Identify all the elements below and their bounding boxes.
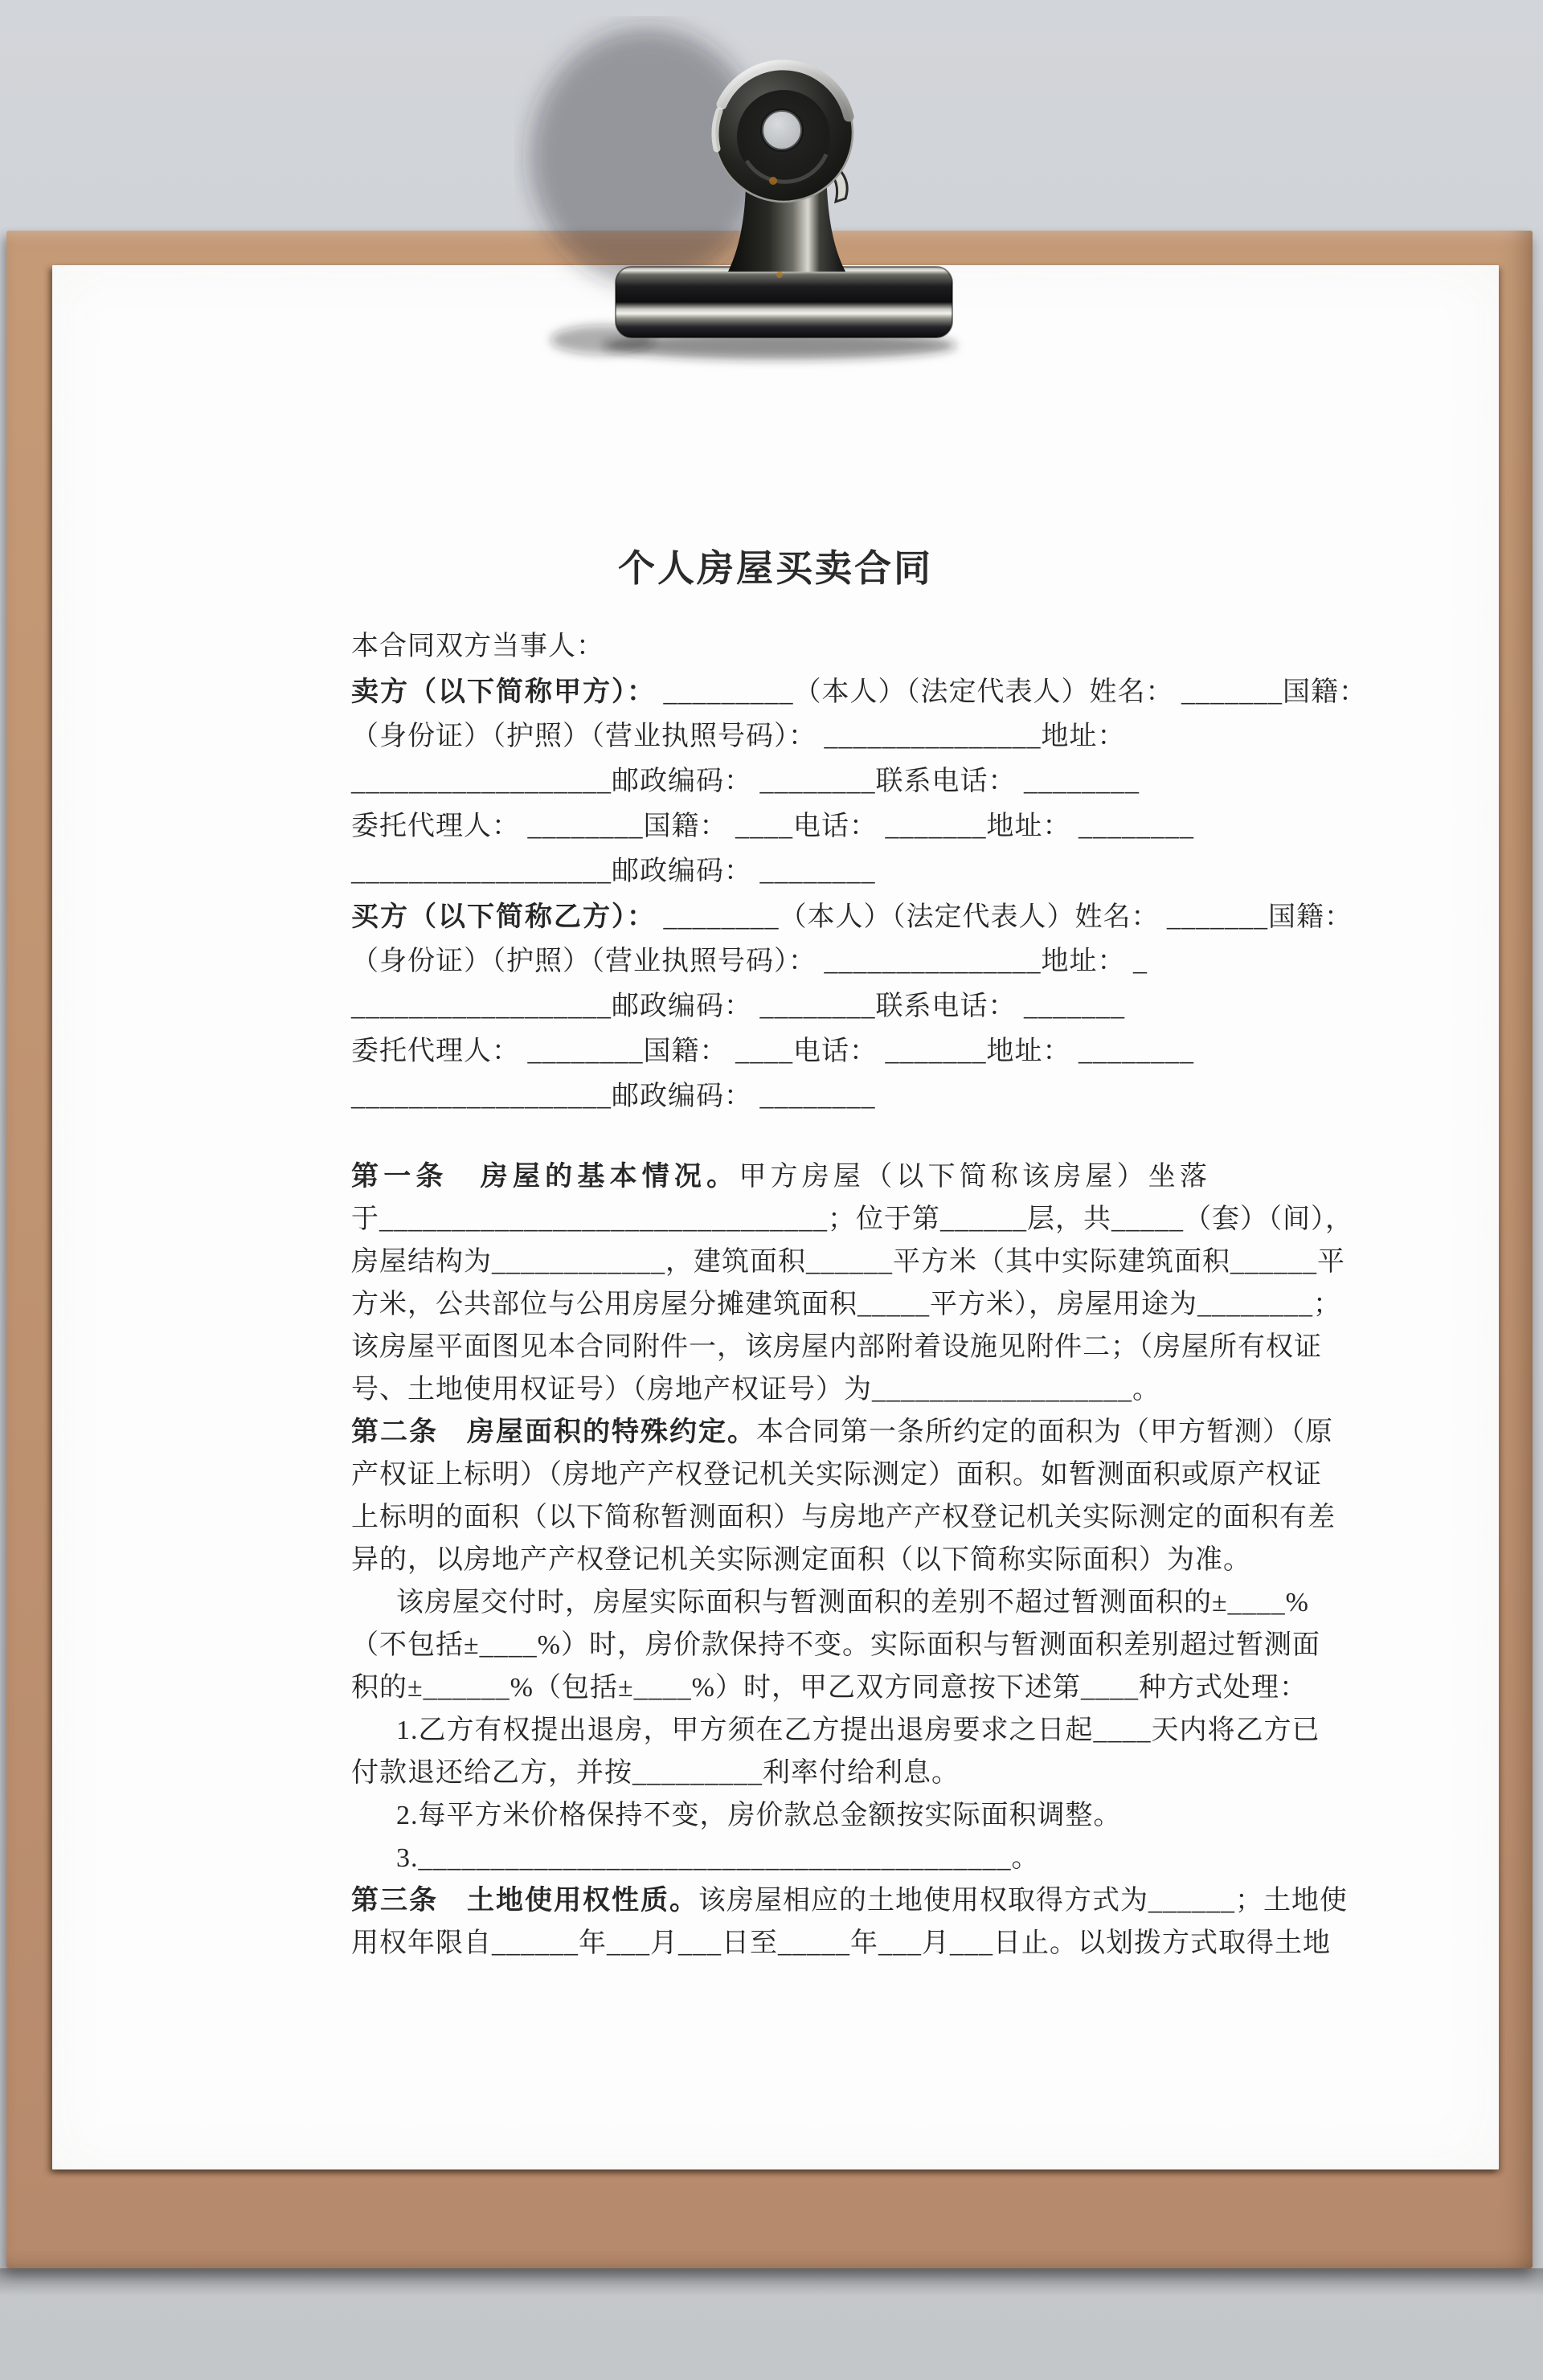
document-line xyxy=(351,1496,1336,1539)
board-drop-shadow xyxy=(0,2268,1543,2296)
clause-heading: 买方（以下简称乙方）： xyxy=(351,902,656,932)
document-line xyxy=(351,849,1208,894)
clause-text: 上标明的面积（以下简称暂测面积）与房地产产权登记机关实际测定的面积有差 xyxy=(351,1503,1336,1532)
clipboard-board xyxy=(6,231,1533,2268)
clause-text: 该房屋交付时，房屋实际面积与暂测面积的差别不超过暂测面积的±____% xyxy=(396,1588,1309,1617)
clause-text: 积的±______%（包括±____%）时，甲乙双方同意按下述第____种方式处理： xyxy=(351,1673,1308,1703)
parties-section xyxy=(351,624,1367,1119)
document-line xyxy=(351,669,1367,714)
clause-heading: 卖方（以下简称甲方）： xyxy=(351,677,656,707)
document-line xyxy=(351,939,1208,984)
document-line xyxy=(351,624,1208,669)
document-line xyxy=(351,894,1353,939)
document-line xyxy=(351,1879,1348,1922)
clip-glint-lower xyxy=(776,272,783,278)
document-line xyxy=(351,804,1208,849)
document-line xyxy=(351,1029,1208,1074)
clause-text: 号、土地使用权证号）（房地产权证号）为__________________。 xyxy=(351,1375,1160,1405)
document-line xyxy=(351,1368,1208,1411)
document-line xyxy=(351,1624,1320,1666)
document-line xyxy=(351,1581,1309,1624)
document-line xyxy=(351,1326,1322,1368)
document-line xyxy=(351,1198,1353,1241)
clause-text: 2.每平方米价格保持不变，房价款总金额按实际面积调整。 xyxy=(396,1801,1122,1830)
clause-text: 该房屋相应的土地使用权取得方式为______；土地使 xyxy=(698,1886,1348,1916)
document-line xyxy=(351,759,1208,804)
clause-text: （不包括±____%）时，房价款保持不变。实际面积与暂测面积差别超过暂测面 xyxy=(351,1630,1320,1660)
document-line xyxy=(351,1155,1208,1198)
clause-text: __________________邮政编码： ________ xyxy=(351,1082,876,1111)
clause-text: 委托代理人： ________国籍： ____电话： _______地址： ________ xyxy=(351,812,1194,841)
clause-text: _________（本人）（法定代表人）姓名： _______国籍： xyxy=(656,677,1367,707)
document-title: 个人房屋买卖合同 xyxy=(618,547,933,589)
document-line xyxy=(351,1074,1208,1119)
document-line xyxy=(351,1837,1208,1879)
clause-text: 房屋结构为____________，建筑面积______平方米（其中实际建筑面积______平 xyxy=(351,1247,1345,1277)
document-line xyxy=(351,984,1208,1029)
document-line xyxy=(351,1411,1333,1454)
clause-text: __________________邮政编码： ________ xyxy=(351,857,876,886)
clip-glint xyxy=(769,177,777,185)
clause-text: 委托代理人： ________国籍： ____电话： _______地址： ________ xyxy=(351,1037,1194,1066)
clause-text: （身份证）（护照）（营业执照号码）： _______________地址： xyxy=(351,722,1126,751)
contract-page xyxy=(52,265,1499,2169)
clause-text: __________________邮政编码： ________联系电话： ________ xyxy=(351,767,1140,796)
clause-text: 本合同双方当事人： xyxy=(351,632,604,661)
document-line xyxy=(351,1539,1251,1581)
document-body xyxy=(351,624,1367,1965)
clause-text: 本合同第一条所约定的面积为（甲方暂测）（原 xyxy=(756,1417,1333,1447)
document-line xyxy=(351,1454,1322,1496)
binder-clip xyxy=(514,16,1013,370)
clause-text: 付款退还给乙方，并按_________利率付给利息。 xyxy=(351,1758,960,1788)
clause-text: 1.乙方有权提出退房，甲方须在乙方提出退房要求之日起____天内将乙方已 xyxy=(396,1715,1320,1745)
clause-heading: 第二条 房屋面积的特殊约定。 xyxy=(351,1417,756,1447)
document-line xyxy=(351,714,1208,759)
clause-text: 该房屋平面图见本合同附件一，该房屋内部附着设施见附件二；（房屋所有权证 xyxy=(351,1332,1322,1362)
clause-text: 用权年限自______年___月___日至_____年___月___日止。以划拨方式取得土地 xyxy=(351,1928,1331,1958)
clause-heading: 第三条 土地使用权性质。 xyxy=(351,1885,698,1916)
clip-hole xyxy=(762,110,802,150)
clause-text: （身份证）（护照）（营业执照号码）： _______________地址： _ xyxy=(351,947,1148,976)
document-line xyxy=(351,1241,1345,1283)
document-line xyxy=(351,1794,1208,1837)
clip-bar xyxy=(616,267,952,337)
document-line xyxy=(351,1709,1320,1752)
clause-text: 产权证上标明）（房地产产权登记机关实际测定）面积。如暂测面积或原产权证 xyxy=(351,1460,1322,1490)
clause-text: 甲方房屋（以下简称该房屋）坐落 xyxy=(739,1162,1209,1192)
clause-text: 于_______________________________；位于第______层，共_____（套）（间）， xyxy=(351,1204,1353,1234)
clause-text: ________（本人）（法定代表人）姓名： _______国籍： xyxy=(656,902,1353,932)
clause-text: 异的，以房地产产权登记机关实际测定面积（以下简称实际面积）为准。 xyxy=(351,1545,1251,1575)
clause-text: __________________邮政编码： ________联系电话： _______ xyxy=(351,992,1125,1021)
articles-section xyxy=(351,1155,1353,1965)
clause-text: 3._________________________________________。 xyxy=(396,1843,1040,1873)
document-line xyxy=(351,1922,1331,1965)
document-line xyxy=(351,1752,1208,1794)
clause-heading: 第一条 房屋的基本情况。 xyxy=(351,1161,739,1192)
document-line xyxy=(351,1283,1341,1326)
clause-text: 方米，公共部位与公用房屋分摊建筑面积_____平方米），房屋用途为________； xyxy=(351,1290,1341,1319)
clip-coil-highlight-left xyxy=(715,111,719,149)
binder-clip-graphic xyxy=(514,16,1013,370)
document-line xyxy=(351,1666,1308,1709)
